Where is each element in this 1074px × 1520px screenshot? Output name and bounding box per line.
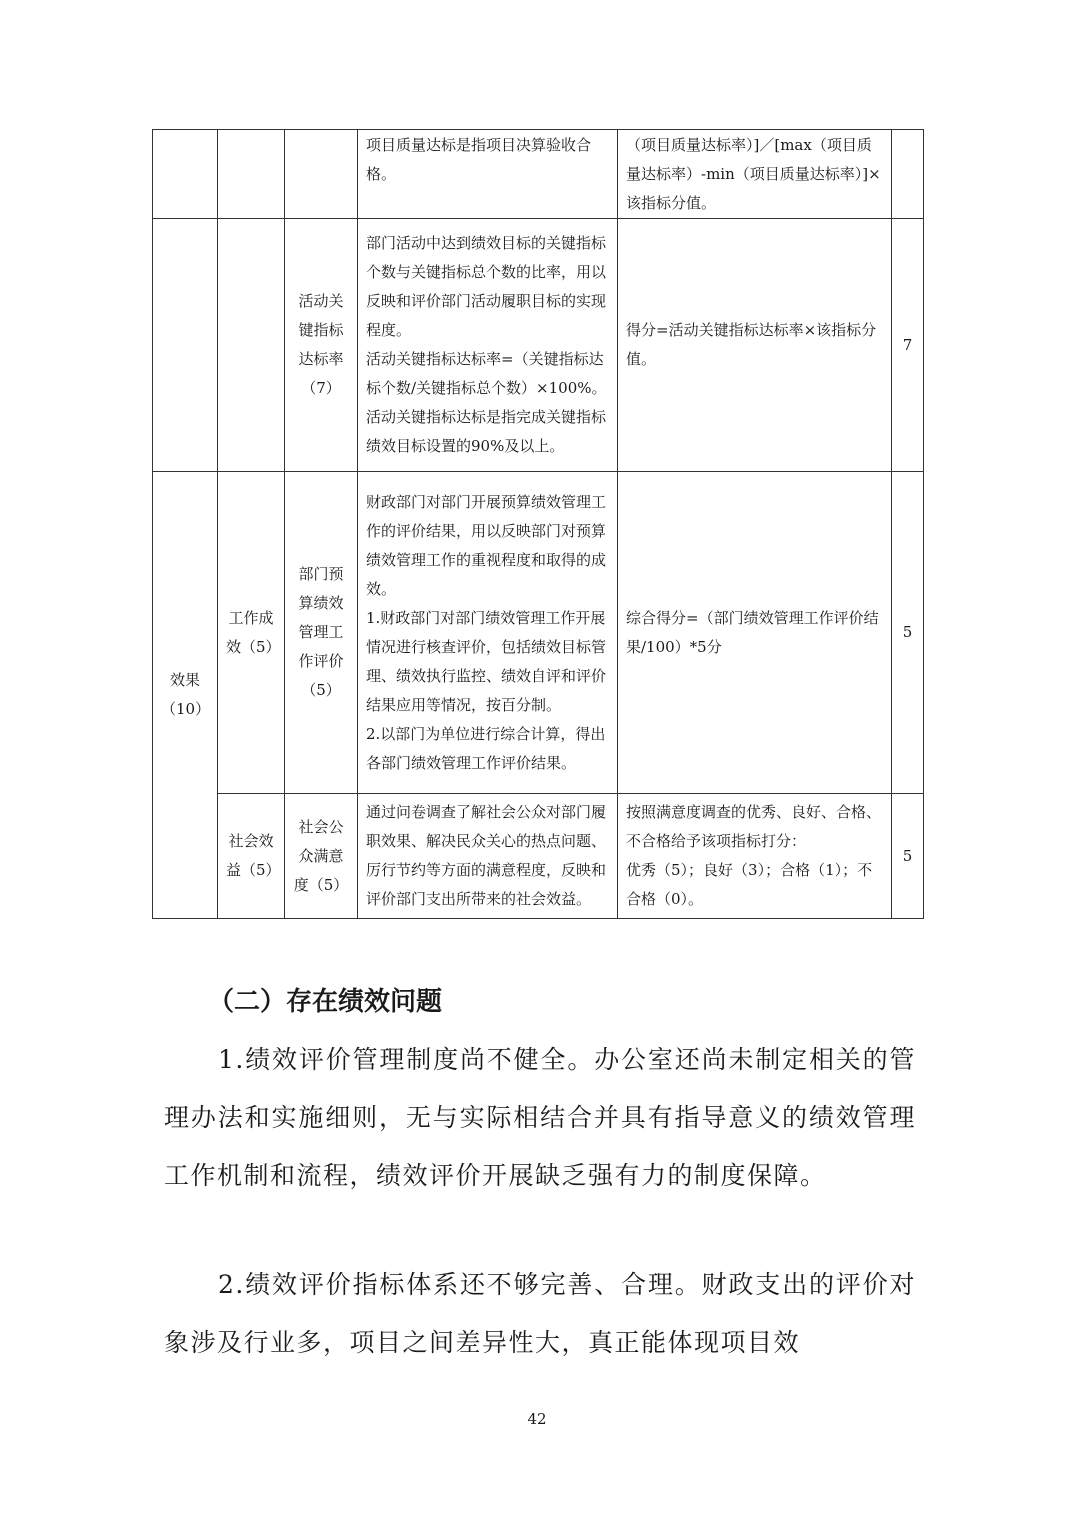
description-cell [358, 472, 618, 794]
paragraph: 1.绩效评价管理制度尚不健全。办公室还尚未制定相关的管理办法和实施细则，无与实际相结合并具有指导意义的绩效管理工作机制和流程，绩效评价开展缺乏强有力的制度保障。 [164, 1045, 916, 1190]
table-row [153, 219, 924, 472]
level1-cell: 效果（10） [153, 472, 218, 919]
level1-cell [153, 219, 218, 472]
formula-line: 按照满意度调查的优秀、良好、合格、不合格给予该项指标打分： [626, 803, 882, 850]
description-line: 1.财政部门对部门绩效管理工作开展情况进行核查评价，包括绩效目标管理、绩效执行监控、绩效自评和评价结果应用等情况，按百分制。 [366, 608, 607, 714]
description-cell: 项目质量达标是指项目决算验收合格。 [358, 130, 618, 219]
score-cell: 7 [892, 219, 924, 472]
table-row [153, 472, 924, 794]
level2-cell [218, 130, 285, 219]
formula-cell: 综合得分=（部门绩效管理工作评价结果/100）*5分 [618, 472, 892, 794]
formula-cell [618, 794, 892, 919]
section-heading: （二）存在绩效问题 [208, 987, 443, 1017]
formula-cell: （项目质量达标率）]／[max（项目质量达标率）-min（项目质量达标率）]×该指标分值。 [618, 130, 892, 219]
score-cell [892, 130, 924, 219]
indicator-cell: 活动关键指标达标率（7） [285, 219, 358, 472]
page-number: 42 [527, 1410, 547, 1428]
description-line: 2.以部门为单位进行综合计算，得出各部门绩效管理工作评价结果。 [366, 724, 606, 772]
paragraph: 2.绩效评价指标体系还不够完善、合理。财政支出的评价对象涉及行业多，项目之间差异性大，真正能体现项目效 [164, 1270, 916, 1357]
indicator-cell: 社会公众满意度（5） [285, 794, 358, 919]
table-row [153, 794, 924, 919]
level2-cell: 社会效益（5） [218, 794, 285, 919]
description-line: 部门活动中达到绩效目标的关键指标个数与关键指标总个数的比率，用以反映和评价部门活动履职目标的实现程度。 [366, 234, 607, 339]
description-line: 财政部门对部门开展预算绩效管理工作的评价结果，用以反映部门对预算绩效管理工作的重视程度和取得的成效。 [366, 492, 607, 598]
description-line: 活动关键指标达标率=（关键指标达标个数/关键指标总个数）×100%。 [366, 350, 607, 397]
level2-cell [218, 219, 285, 472]
formula-cell: 得分=活动关键指标达标率×该指标分值。 [618, 219, 892, 472]
formula-line: 优秀（5）；良好（3）；合格（1）；不合格（0）。 [626, 861, 873, 908]
indicator-cell: 部门预算绩效管理工作评价（5） [285, 472, 358, 794]
level2-cell: 工作成效（5） [218, 472, 285, 794]
description-cell: 通过问卷调查了解社会公众对部门履职效果、解决民众关心的热点问题、厉行节约等方面的满意程度，反映和评价部门支出所带来的社会效益。 [358, 794, 618, 919]
table-row [153, 130, 924, 219]
description-line: 活动关键指标达标是指完成关键指标绩效目标设置的90%及以上。 [366, 408, 607, 455]
score-cell: 5 [892, 472, 924, 794]
evaluation-indicator-table [152, 129, 924, 919]
indicator-cell [285, 130, 358, 219]
description-cell [358, 219, 618, 472]
score-cell: 5 [892, 794, 924, 919]
level1-cell [153, 130, 218, 219]
